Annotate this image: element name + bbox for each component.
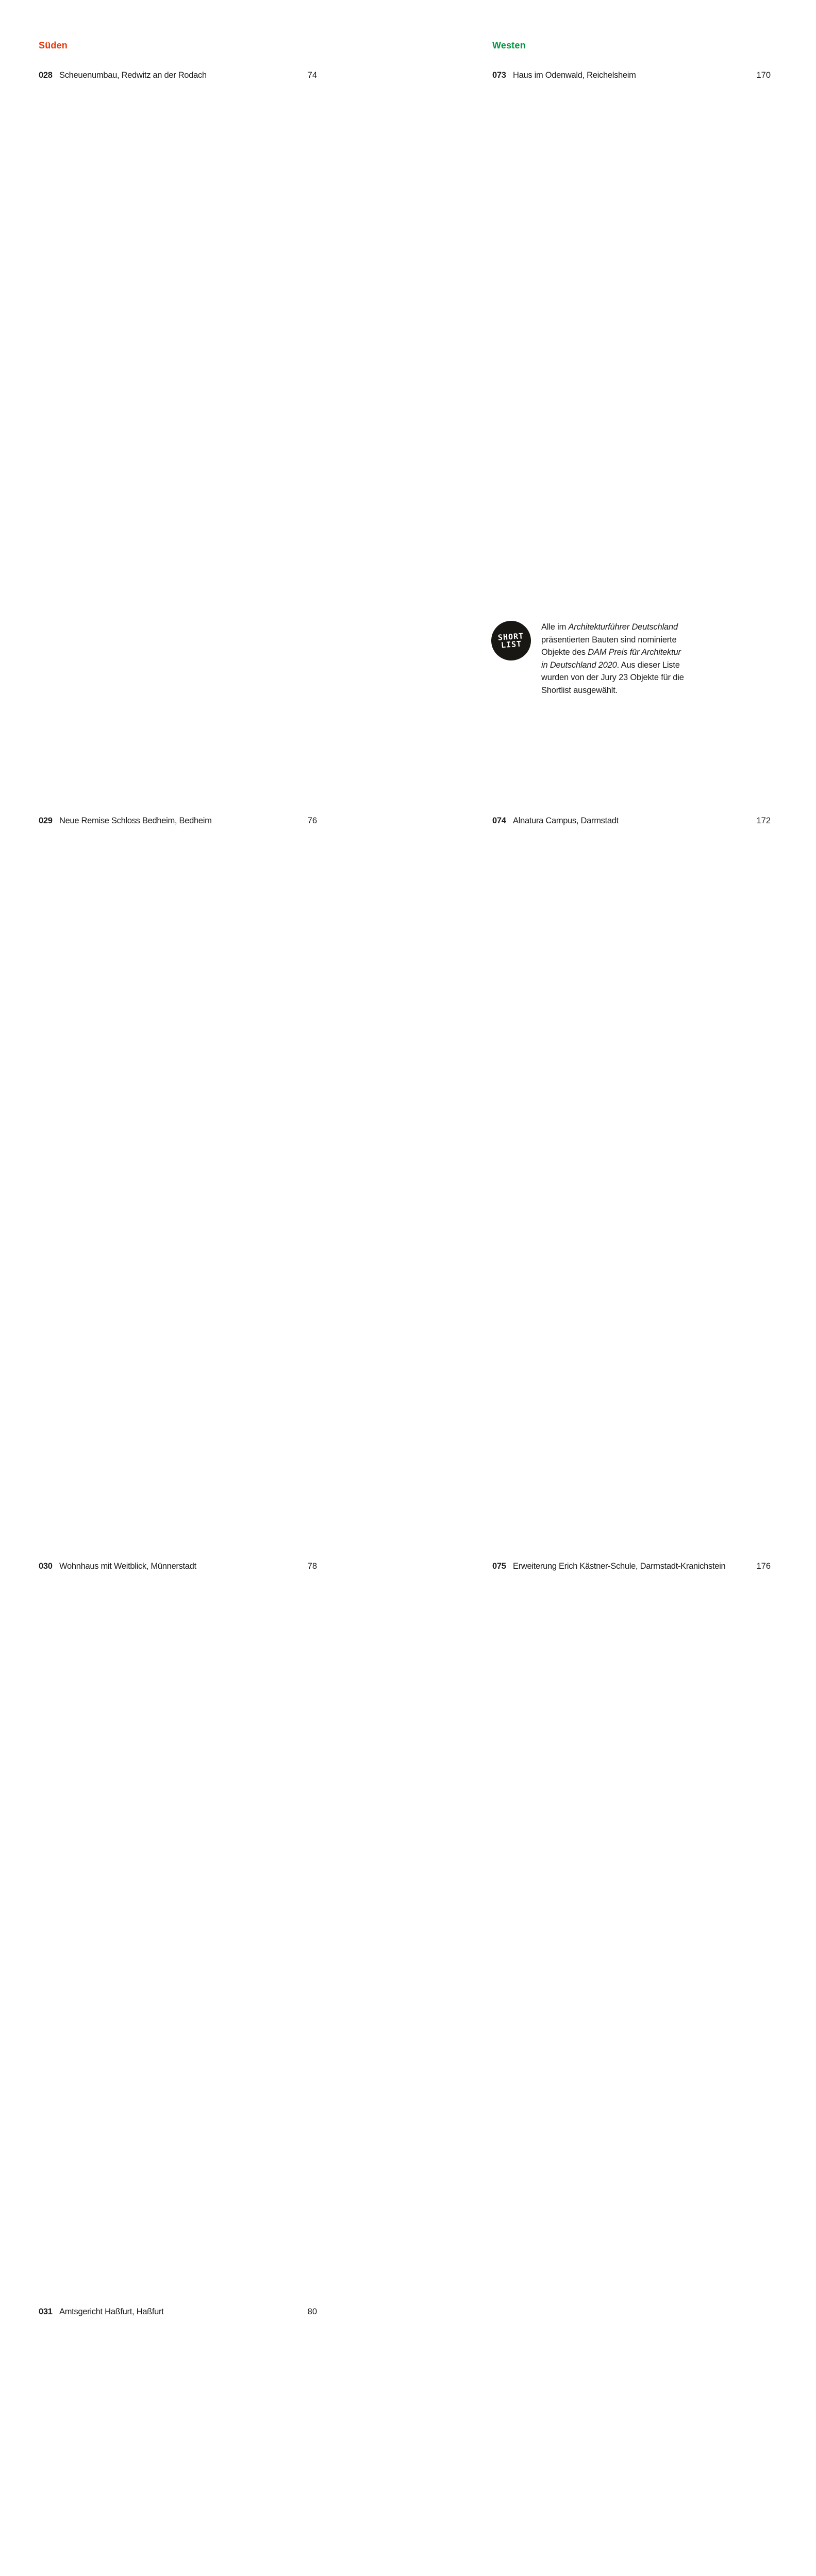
entry-number: 029 (39, 816, 53, 825)
toc-entry (39, 1560, 317, 2305)
shortlist-text-line: Shortlist ausgewählt. (541, 685, 618, 695)
shortlist-badge-line1: SHORT (497, 631, 524, 642)
entry-title: Alnatura Campus, Darmstadt (513, 816, 619, 825)
entry-number: 031 (39, 2307, 53, 2316)
shortlist-text-line: präsentierten Bauten sind nominierte (541, 635, 677, 645)
entry-title: Wohnhaus mit Weitblick, Münnerstadt (59, 1562, 196, 1571)
section-heading-sueden: Süden (39, 40, 68, 50)
entry-page-number: 74 (293, 69, 317, 814)
entry-title: Neue Remise Schloss Bedheim, Bedheim (59, 816, 212, 825)
entry-number: 074 (492, 816, 506, 825)
toc-entries-sueden (39, 69, 317, 2576)
entry-page-number: 80 (293, 2305, 317, 2576)
shortlist-text-line: Alle im Architekturführer Deutschland (541, 622, 678, 632)
toc-column-westen (492, 40, 771, 2576)
shortlist-text-line: wurden von der Jury 23 Objekte für die (541, 673, 684, 683)
entry-title: Erweiterung Erich Kästner-Schule, Darmstadt-Kranichstein (513, 1562, 726, 1571)
entry-title: Haus im Odenwald, Reichelsheim (513, 71, 636, 80)
entry-number: 030 (39, 1562, 53, 1571)
toc-column-sueden (39, 40, 317, 2576)
section-heading-westen: Westen (492, 40, 526, 50)
shortlist-text (541, 621, 698, 697)
shortlist-note (491, 621, 698, 697)
entry-page-number: 78 (293, 1560, 317, 2305)
entry-page-number: 76 (293, 814, 317, 1560)
entry-number: 075 (492, 1562, 506, 1571)
toc-entries-westen (492, 69, 771, 2576)
entry-number: 073 (492, 71, 506, 80)
toc-entry (492, 2305, 771, 2576)
shortlist-badge-line2: LIST (501, 639, 522, 650)
toc-entry (39, 2305, 317, 2576)
toc-entry (492, 69, 771, 814)
shortlist-text-line: Objekte des DAM Preis für Architektur (541, 648, 681, 657)
entry-page-number: 172 (747, 814, 771, 1560)
entry-title: Scheuenumbau, Redwitz an der Rodach (59, 71, 207, 80)
shortlist-badge (490, 619, 532, 662)
toc-entry (492, 814, 771, 1560)
toc-entry (39, 814, 317, 1560)
toc-entry (492, 1560, 771, 2305)
entry-page-number (747, 2305, 771, 2576)
entry-title: Amtsgericht Haßfurt, Haßfurt (59, 2307, 164, 2316)
entry-number: 028 (39, 71, 53, 80)
shortlist-text-line: in Deutschland 2020. Aus dieser Liste (541, 660, 680, 670)
entry-page-number: 176 (747, 1560, 771, 2305)
toc-entry (39, 69, 317, 814)
entry-page-number: 170 (747, 69, 771, 814)
